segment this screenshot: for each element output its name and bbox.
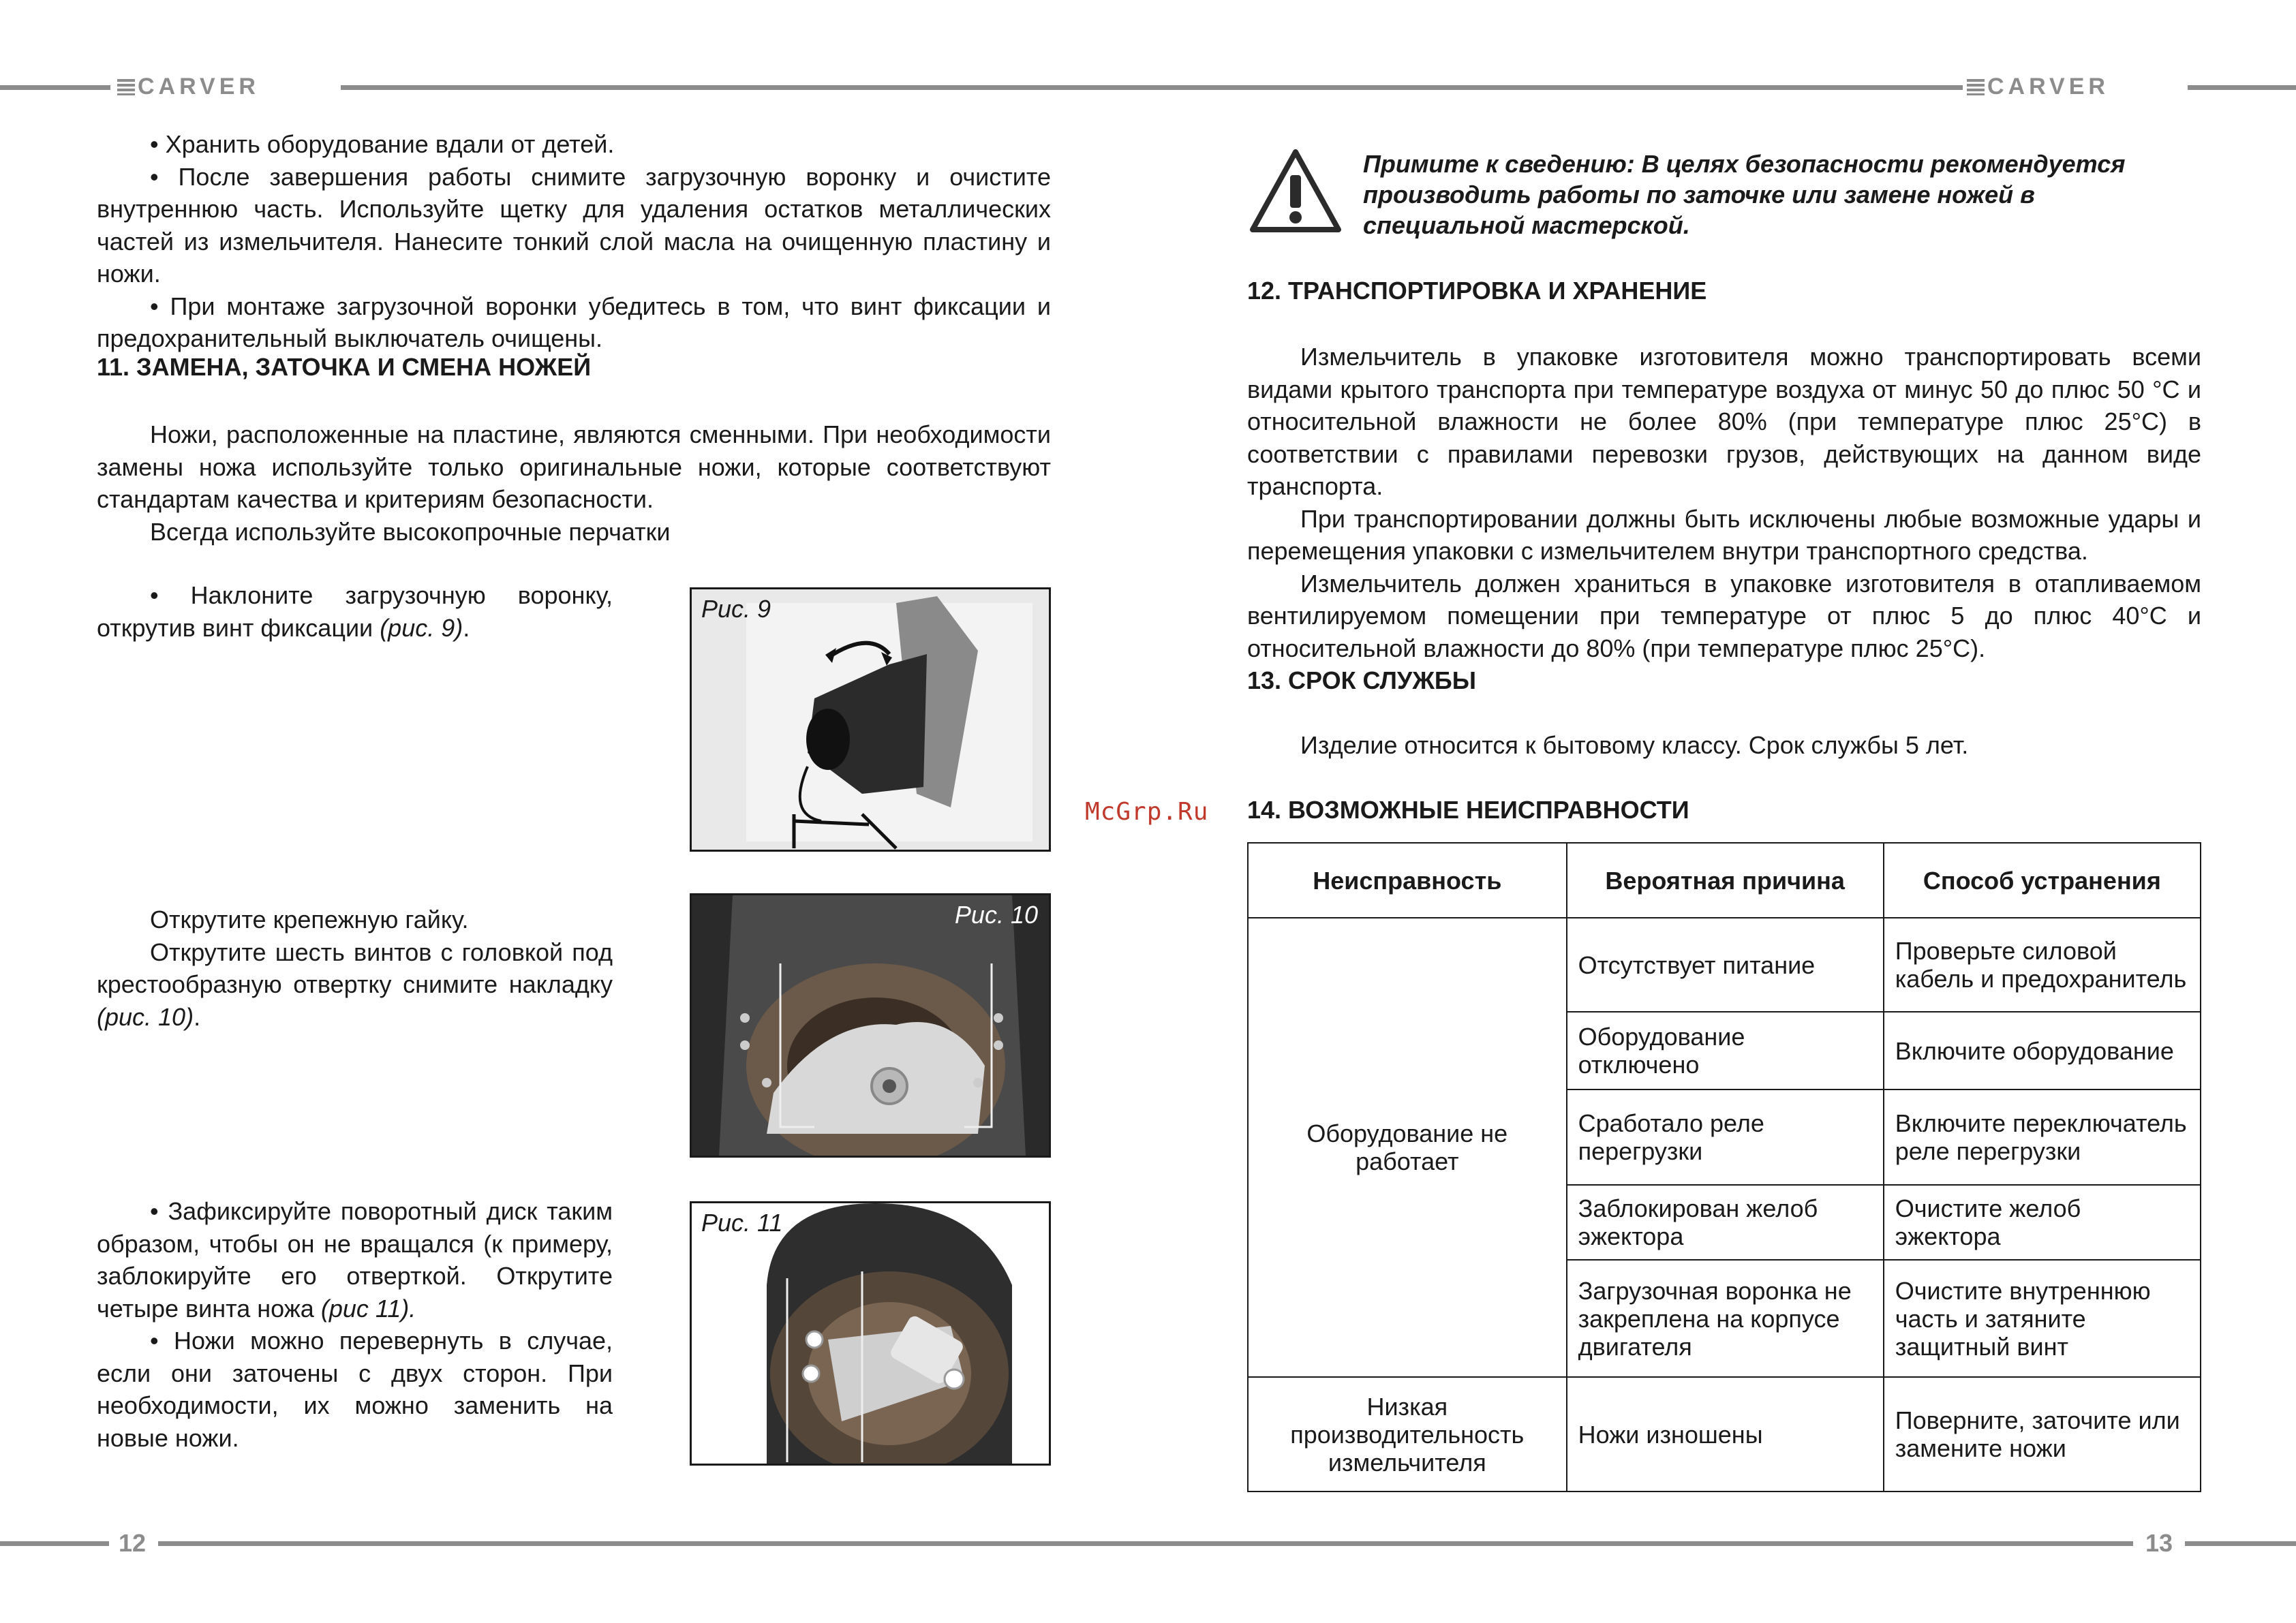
section-14-title: 14. ВОЗМОЖНЫЕ НЕИСПРАВНОСТИ (1247, 796, 1689, 824)
section-13-body (1247, 729, 2201, 762)
step-2-ref: (рис. 10) (97, 1002, 194, 1031)
step-1-body: • Наклоните загрузочную воронку, открутив винт фиксации (97, 581, 613, 642)
faults-table (1247, 842, 2201, 1492)
step-1-ref: (рис. 9) (380, 613, 463, 642)
section-13-title: 13. СРОК СЛУЖБЫ (1247, 666, 1476, 694)
watermark: McGrp.Ru (1085, 798, 1209, 826)
logo-mark-icon (1967, 79, 1985, 95)
page-number-right: 13 (2145, 1529, 2173, 1557)
figure-10 (690, 893, 1051, 1158)
figure-10-caption: Рис. 10 (954, 901, 1038, 929)
step-2-text: Открутите крепежную гайку. Открутите шесть винтов с головкой под крестообразную отвертку снимите накладку (рис. 10). (97, 903, 613, 1033)
header-rule-middle (341, 85, 1963, 90)
figure-9 (690, 587, 1051, 852)
brand-logo-right: CARVER (1967, 74, 2109, 100)
logo-mark-icon (117, 79, 135, 95)
header-rule-left (0, 85, 110, 90)
figure-9-illustration (692, 589, 1049, 850)
cause-cell: Отсутствует питание (1567, 918, 1884, 1012)
section-11-body (97, 418, 1051, 548)
table-header-fault: Неисправность (1248, 843, 1567, 918)
figure-10-illustration (692, 895, 1049, 1156)
figure-11-caption: Рис. 11 (701, 1209, 783, 1237)
section-11-p2: Всегда используйте высокопрочные перчатки (150, 517, 671, 546)
fix-cell: Включите переключатель реле перегрузки (1884, 1089, 2201, 1185)
fix-cell: Очистите внутреннюю часть и затяните защитный винт (1884, 1260, 2201, 1377)
table-row (1248, 918, 2201, 1012)
figure-11-illustration (692, 1203, 1049, 1464)
step-2-line1: Открутите крепежную гайку. (150, 906, 469, 933)
section-12-p2: При транспортировании должны быть исключены любые возможные удары и перемещения упаковки с измельчителем внутри транспортного средства. (1247, 504, 2201, 565)
section-12-title: 12. ТРАНСПОРТИРОВКА И ХРАНЕНИЕ (1247, 277, 1707, 305)
fault-group-1: Оборудование не работает (1248, 918, 1567, 1377)
footer-rule-middle (158, 1541, 2133, 1546)
brand-logo-left: CARVER (117, 74, 260, 100)
fix-cell: Включите оборудование (1884, 1012, 2201, 1089)
left-intro (97, 128, 1051, 355)
cause-cell: Сработало реле перегрузки (1567, 1089, 1884, 1185)
page-number-left: 12 (119, 1529, 147, 1557)
step-3-body: • Зафиксируйте поворотный диск таким образом, чтобы он не вращался (к примеру, заблокируйте его отверткой. Открутите четыре винта ножа (97, 1197, 613, 1323)
table-row (1248, 1377, 2201, 1491)
figure-9-caption: Рис. 9 (701, 595, 771, 623)
header-rule-right (2188, 85, 2296, 90)
section-11-p1: Ножи, расположенные на пластине, являются сменными. При необходимости замены ножа используйте только оригинальные ножи, которые соответствуют стандартам качества и критериям безопасности. (97, 420, 1051, 513)
intro-bullet-1: • Хранить оборудование вдали от детей. (150, 130, 615, 158)
section-12-body (1247, 341, 2201, 664)
step-3-body-2: • Ножи можно перевернуть в случае, если они заточены с двух сторон. При необходимости, их можно заменить на новые ножи. (97, 1327, 613, 1452)
section-12-p3: Измельчитель должен храниться в упаковке изготовителя в отапливаемом вентилируемом помещении при температуре от плюс 5 до плюс 40°С и относительной влажности до 80% (при температуре плюс 25°С). (1247, 569, 2201, 662)
step-2-body: Открутите шесть винтов с головкой под крестообразную отвертку снимите накладку (97, 938, 613, 998)
intro-bullet-2: • После завершения работы снимите загрузочную воронку и очистите внутреннюю часть. Используйте щетку для удаления остатков металлических частей из измельчителя. Нанесите тонкий слой масла на очищенную пластину и ножи. (97, 162, 1051, 288)
cause-cell: Ножи изношены (1567, 1377, 1884, 1491)
warning-icon (1247, 146, 1344, 235)
footer-rule-left (0, 1541, 109, 1546)
table-header-fix: Способ устранения (1884, 843, 2201, 918)
section-12-p1: Измельчитель в упаковке изготовителя можно транспортировать всеми видами крытого транспорта при температуре воздуха от минус 50 до плюс 50 °С и относительной влажности не более 80% (при температуре плюс 25°С) в соответствии с правилами перевозки грузов, действующих на данном виде транспорта. (1247, 343, 2201, 500)
fix-cell: Поверните, заточите или замените ножи (1884, 1377, 2201, 1491)
fault-group-2: Низкая производительность измельчителя (1248, 1377, 1567, 1491)
figure-11 (690, 1201, 1051, 1466)
safety-note: Примите к сведению: В целях безопасности рекомендуется производить работы по заточке или замене ножей в специальной мастерской. (1363, 150, 2126, 239)
intro-bullet-3: • При монтаже загрузочной воронки убедитесь в том, что винт фиксации и предохранительный выключатель очищены. (97, 292, 1051, 352)
table-header-row (1248, 843, 2201, 918)
cause-cell: Оборудование отключено (1567, 1012, 1884, 1089)
fix-cell: Очистите желоб эжектора (1884, 1185, 2201, 1260)
fix-cell: Проверьте силовой кабель и предохранитель (1884, 918, 2201, 1012)
step-1-text: • Наклоните загрузочную воронку, открутив винт фиксации (рис. 9). (97, 581, 613, 642)
section-13-p1: Изделие относится к бытовому классу. Срок службы 5 лет. (1300, 731, 1969, 759)
step-3-text (97, 1195, 613, 1454)
step-3-ref: (рис 11). (320, 1294, 416, 1323)
footer-rule-right (2185, 1541, 2296, 1546)
cause-cell: Загрузочная воронка не закреплена на корпусе двигателя (1567, 1260, 1884, 1377)
section-11-title: 11. ЗАМЕНА, ЗАТОЧКА И СМЕНА НОЖЕЙ (97, 353, 592, 381)
cause-cell: Заблокирован желоб эжектора (1567, 1185, 1884, 1260)
table-header-cause: Вероятная причина (1567, 843, 1884, 918)
